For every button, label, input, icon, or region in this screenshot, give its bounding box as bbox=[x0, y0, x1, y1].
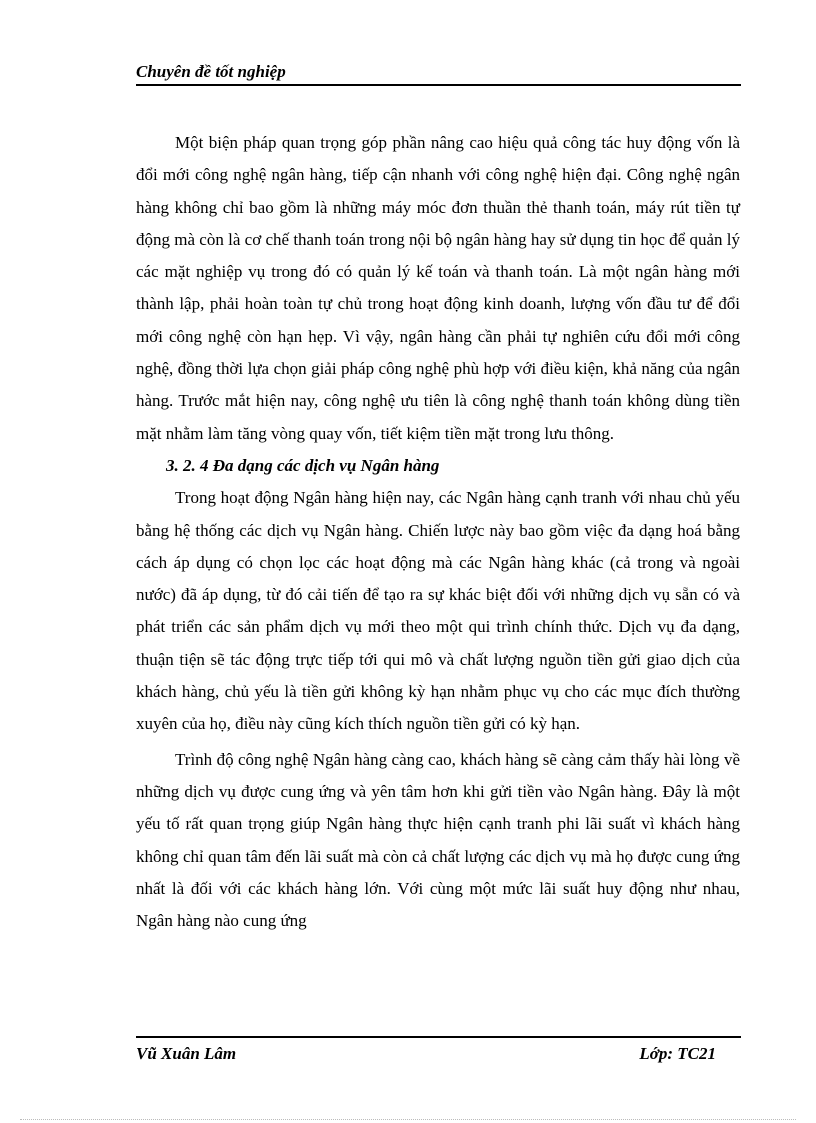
page-edge-divider bbox=[20, 1119, 796, 1120]
section-heading: 3. 2. 4 Đa dạng các dịch vụ Ngân hàng bbox=[166, 455, 440, 475]
page-footer bbox=[136, 1036, 741, 1063]
body-paragraph: Trong hoạt động Ngân hàng hiện nay, các Ngân hàng cạnh tranh với nhau chủ yếu bằng hệ thống các dịch vụ Ngân hàng. Chiến lược này bao gồm việc đa dạng hoá bằng cách áp dụng có chọn lọc các hoạt động mà các Ngân hàng khác (cả trong và ngoài nước) đã áp dụng, từ đó cải tiến để tạo ra sự khác biệt đối với những dịch vụ sẵn có và phát triển các sản phẩm dịch vụ mới theo một qui trình chính thức. Dịch vụ đa dạng, thuận tiện sẽ tác động trực tiếp tới qui mô và chất lượng nguồn tiền gửi giao dịch của khách hàng, chủ yếu là tiền gửi không kỳ hạn nhằm phục vụ cho các mục đích thường xuyên của họ, điều này cũng kích thích nguồn tiền gửi có kỳ hạn. bbox=[136, 488, 740, 734]
footer-author: Vũ Xuân Lâm bbox=[136, 1044, 237, 1063]
body-paragraph: Trình độ công nghệ Ngân hàng càng cao, khách hàng sẽ càng cảm thấy hài lòng về những dịch vụ được cung ứng và yên tâm hơn khi gửi tiền vào Ngân hàng. Đây là một yếu tố rất quan trọng giúp Ngân hàng thực hiện cạnh tranh phi lãi suất vì khách hàng không chỉ quan tâm đến lãi suất mà còn cả chất lượng các dịch vụ mà họ được cung ứng nhất là đối với các khách hàng lớn. Với cùng một mức lãi suất huy động như nhau, Ngân hàng nào cung ứng bbox=[136, 749, 740, 931]
page-header bbox=[136, 60, 741, 86]
document-body bbox=[136, 127, 740, 937]
document-title: Chuyên đề tốt nghiệp bbox=[136, 62, 286, 81]
footer-class-label: Lớp: TC21 bbox=[639, 1044, 716, 1063]
body-paragraph: Một biện pháp quan trọng góp phần nâng cao hiệu quả công tác huy động vốn là đổi mới công nghệ ngân hàng, tiếp cận nhanh với công nghệ hiện đại. Công nghệ ngân hàng không chỉ bao gồm là những máy móc đơn thuần thẻ thanh toán, máy rút tiền tự động mà còn là cơ chế thanh toán trong nội bộ ngân hàng hay sử dụng tin học để quản lý các mặt nghiệp vụ trong đó có quản lý kế toán và thanh toán. Là một ngân hàng mới thành lập, phải hoàn toàn tự chủ trong hoạt động kinh doanh, lượng vốn đầu tư để đổi mới công nghệ còn hạn hẹp. Vì vậy, ngân hàng cần phải tự nghiên cứu đổi mới công nghệ, đồng thời lựa chọn giải pháp công nghệ phù hợp với điều kiện, khả năng của ngân hàng. Trước mắt hiện nay, công nghệ ưu tiên là công nghệ thanh toán không dùng tiền mặt nhằm làm tăng vòng quay vốn, tiết kiệm tiền mặt trong lưu thông. bbox=[136, 133, 740, 443]
